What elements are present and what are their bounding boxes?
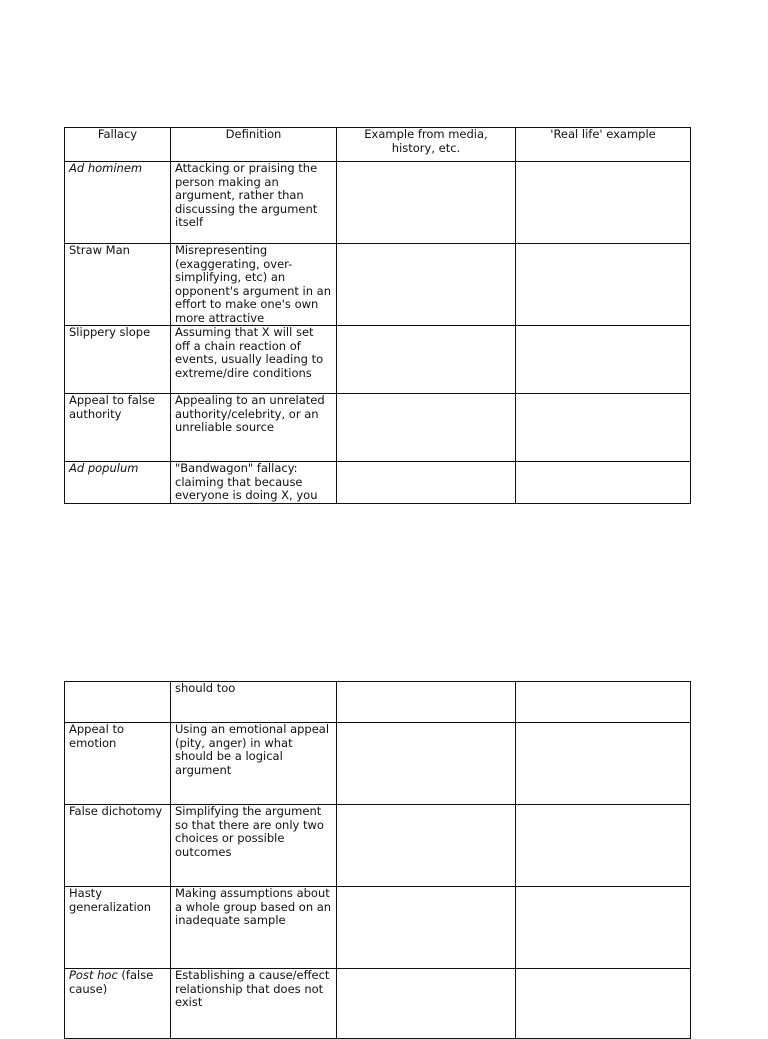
real-life-example-cell[interactable] <box>516 244 691 326</box>
media-example-cell[interactable] <box>337 723 516 805</box>
fallacy-name: Appeal to false authority <box>65 394 171 462</box>
table-row <box>65 394 691 462</box>
table-row <box>65 326 691 394</box>
table-row <box>65 462 691 504</box>
fallacy-definition: Assuming that X will set off a chain reaction of events, usually leading to extreme/dire conditions <box>171 326 337 394</box>
media-example-cell[interactable] <box>337 462 516 504</box>
table-row <box>65 244 691 326</box>
fallacy-name <box>65 969 171 1039</box>
media-example-cell[interactable] <box>337 326 516 394</box>
table-row <box>65 805 691 887</box>
header-media-example: Example from media, history, etc. <box>337 128 516 162</box>
media-example-cell[interactable] <box>337 887 516 969</box>
media-example-cell[interactable] <box>337 682 516 723</box>
real-life-example-cell[interactable] <box>516 394 691 462</box>
fallacy-name-rest: (false cause) <box>69 968 154 996</box>
header-real-life-example: 'Real life' example <box>516 128 691 162</box>
fallacy-definition: Appealing to an unrelated authority/celebrity, or an unreliable source <box>171 394 337 462</box>
fallacy-name: Ad hominem <box>65 162 171 244</box>
real-life-example-cell[interactable] <box>516 805 691 887</box>
fallacy-name: Slippery slope <box>65 326 171 394</box>
fallacy-name: Appeal to emotion <box>65 723 171 805</box>
table-row <box>65 723 691 805</box>
table-row <box>65 682 691 723</box>
fallacy-table-page-2 <box>64 681 691 1039</box>
fallacy-name: False dichotomy <box>65 805 171 887</box>
real-life-example-cell[interactable] <box>516 682 691 723</box>
real-life-example-cell[interactable] <box>516 969 691 1039</box>
media-example-cell[interactable] <box>337 394 516 462</box>
fallacy-definition: should too <box>171 682 337 723</box>
real-life-example-cell[interactable] <box>516 723 691 805</box>
real-life-example-cell[interactable] <box>516 162 691 244</box>
header-definition: Definition <box>171 128 337 162</box>
real-life-example-cell[interactable] <box>516 462 691 504</box>
table-row <box>65 887 691 969</box>
media-example-cell[interactable] <box>337 162 516 244</box>
fallacy-name: Ad populum <box>65 462 171 504</box>
fallacy-name-continued <box>65 682 171 723</box>
fallacy-definition: Using an emotional appeal (pity, anger) in what should be a logical argument <box>171 723 337 805</box>
media-example-cell[interactable] <box>337 805 516 887</box>
media-example-cell[interactable] <box>337 969 516 1039</box>
fallacy-definition: "Bandwagon" fallacy: claiming that because everyone is doing X, you <box>171 462 337 504</box>
real-life-example-cell[interactable] <box>516 326 691 394</box>
fallacy-name: Hasty generalization <box>65 887 171 969</box>
fallacy-definition: Misrepresenting (exaggerating, over-simplifying, etc) an opponent's argument in an effort to make one's own more attractive <box>171 244 337 326</box>
table-row <box>65 162 691 244</box>
fallacy-definition: Establishing a cause/effect relationship that does not exist <box>171 969 337 1039</box>
media-example-cell[interactable] <box>337 244 516 326</box>
header-fallacy: Fallacy <box>65 128 171 162</box>
fallacy-table-page-1 <box>64 127 691 504</box>
table-row <box>65 969 691 1039</box>
header-row <box>65 128 691 162</box>
fallacy-definition: Simplifying the argument so that there are only two choices or possible outcomes <box>171 805 337 887</box>
fallacy-name: Straw Man <box>65 244 171 326</box>
fallacy-definition: Attacking or praising the person making an argument, rather than discussing the argument itself <box>171 162 337 244</box>
real-life-example-cell[interactable] <box>516 887 691 969</box>
fallacy-definition: Making assumptions about a whole group based on an inadequate sample <box>171 887 337 969</box>
fallacy-name-italic: Post hoc <box>69 968 118 982</box>
